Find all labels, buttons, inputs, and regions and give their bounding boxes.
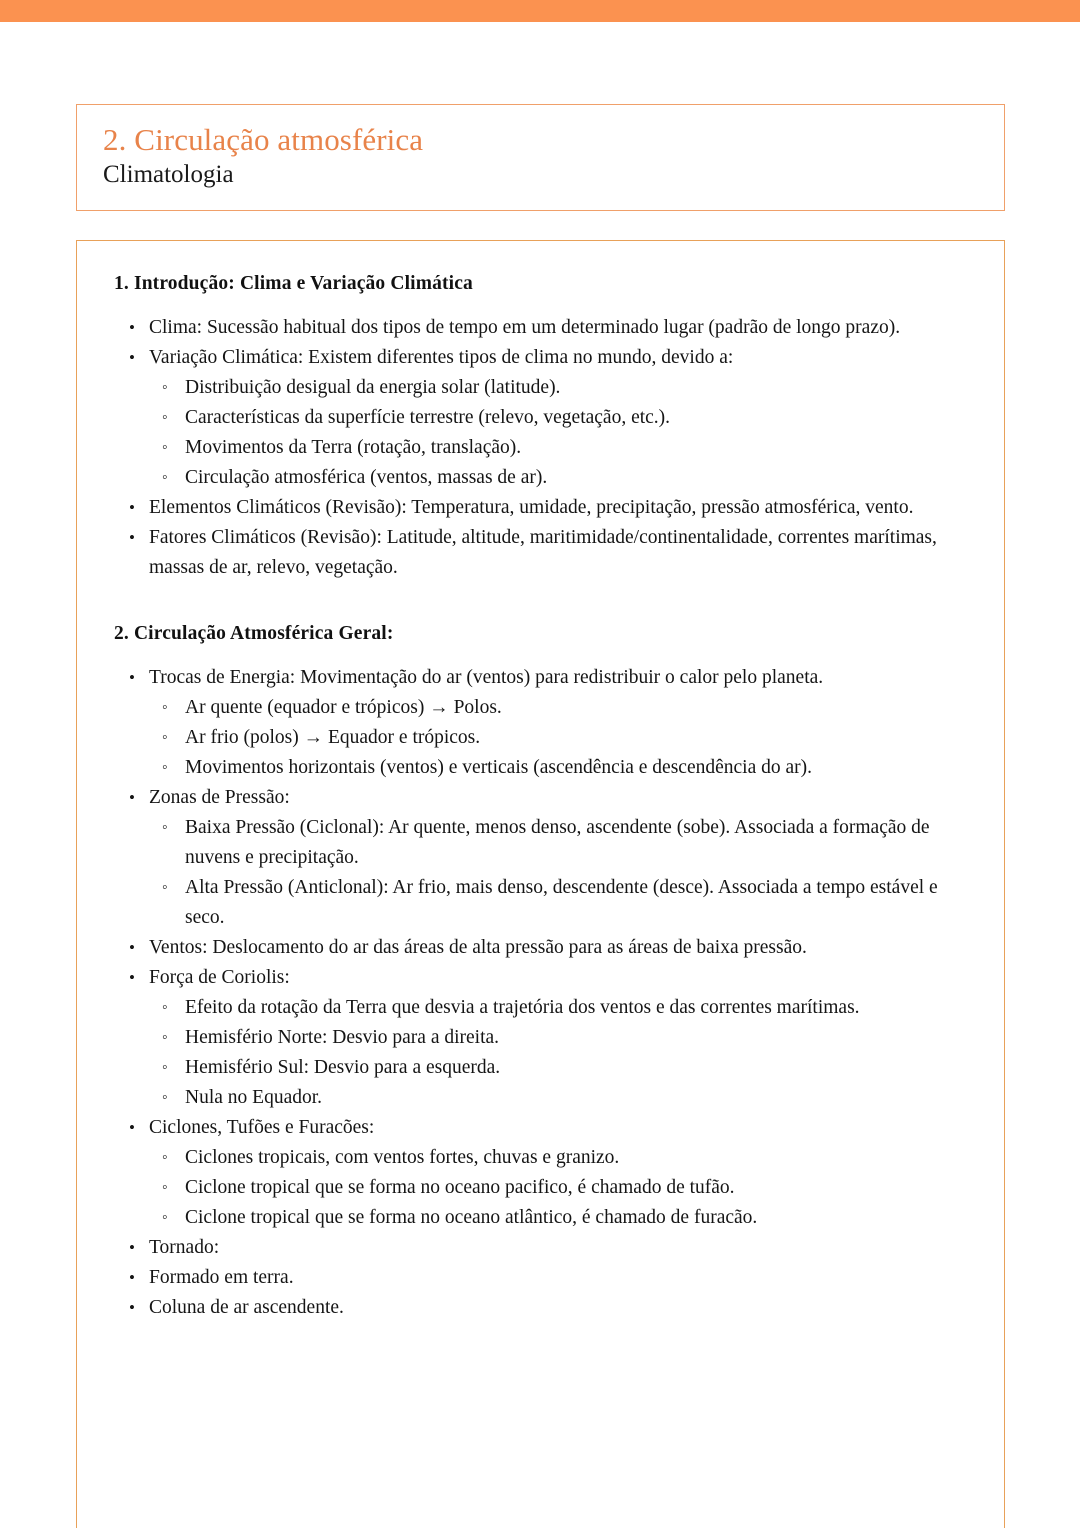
- sub-list-item: ◦ Distribuição desigual da energia solar (latitude).: [149, 373, 970, 403]
- page-subtitle: Climatologia: [103, 160, 234, 188]
- sub-list: [149, 693, 970, 783]
- section-heading-2: 2. Circulação Atmosférica Geral:: [114, 623, 394, 644]
- list-item: [111, 1233, 970, 1263]
- list-item: [111, 1113, 970, 1233]
- list-item-text: • Ciclones, Tufões e Furacões:: [149, 1113, 970, 1143]
- list-item: [111, 663, 970, 783]
- list-item: [111, 343, 970, 493]
- section-heading-1: 1. Introdução: Clima e Variação Climática: [114, 273, 473, 294]
- sub-list-item: ◦ Movimentos da Terra (rotação, translação).: [149, 433, 970, 463]
- list-item-text: • Clima: Sucessão habitual dos tipos de tempo em um determinado lugar (padrão de longo prazo).: [149, 313, 970, 343]
- page-title: 2. Circulação atmosférica: [103, 122, 424, 157]
- content-card: [76, 240, 1005, 1528]
- list-item-text: • Formado em terra.: [149, 1263, 970, 1293]
- sub-list-item: ◦ Características da superfície terrestre (relevo, vegetação, etc.).: [149, 403, 970, 433]
- sub-list-item: ◦ Ciclone tropical que se forma no oceano atlântico, é chamado de furacão.: [149, 1203, 970, 1233]
- section-2-list: [111, 663, 970, 1323]
- list-item-text: • Tornado:: [149, 1233, 970, 1263]
- list-item-text: • Variação Climática: Existem diferentes tipos de clima no mundo, devido a:: [149, 343, 970, 373]
- list-item-text: • Trocas de Energia: Movimentação do ar (ventos) para redistribuir o calor pelo planeta.: [149, 663, 970, 693]
- list-item: [111, 313, 970, 343]
- list-item: [111, 1293, 970, 1323]
- sub-list-item: ◦ Hemisfério Sul: Desvio para a esquerda.: [149, 1053, 970, 1083]
- list-item-text: • Fatores Climáticos (Revisão): Latitude, altitude, maritimidade/continentalidade, correntes marítimas, massas de ar, relevo, vegetação.: [149, 523, 970, 583]
- list-item-text: • Zonas de Pressão:: [149, 783, 970, 813]
- sub-list-item: ◦ Efeito da rotação da Terra que desvia a trajetória dos ventos e das correntes marítimas.: [149, 993, 970, 1023]
- list-item-text: • Elementos Climáticos (Revisão): Temperatura, umidade, precipitação, pressão atmosférica, vento.: [149, 493, 970, 523]
- list-item: [111, 963, 970, 1113]
- sub-list: [149, 813, 970, 933]
- top-accent-bar: [0, 0, 1080, 22]
- list-item: [111, 493, 970, 523]
- sub-list: [149, 373, 970, 493]
- list-item-text: • Força de Coriolis:: [149, 963, 970, 993]
- sub-list-item: ◦ Ar quente (equador e trópicos) → Polos.: [149, 693, 970, 723]
- list-item: [111, 523, 970, 583]
- sub-list-item: ◦ Hemisfério Norte: Desvio para a direita.: [149, 1023, 970, 1053]
- list-item-text: • Coluna de ar ascendente.: [149, 1293, 970, 1323]
- sub-list: [149, 993, 970, 1113]
- sub-list-item: ◦ Movimentos horizontais (ventos) e verticais (ascendência e descendência do ar).: [149, 753, 970, 783]
- sub-list-item: ◦ Alta Pressão (Anticlonal): Ar frio, mais denso, descendente (desce). Associada a tempo estável e seco.: [149, 873, 970, 933]
- list-item: [111, 783, 970, 933]
- section-1-list: [111, 313, 970, 583]
- sub-list-item: ◦ Ciclones tropicais, com ventos fortes, chuvas e granizo.: [149, 1143, 970, 1173]
- sub-list-item: ◦ Circulação atmosférica (ventos, massas de ar).: [149, 463, 970, 493]
- list-item: [111, 933, 970, 963]
- list-item-text: • Ventos: Deslocamento do ar das áreas de alta pressão para as áreas de baixa pressão.: [149, 933, 970, 963]
- title-card: [76, 104, 1005, 211]
- sub-list: [149, 1143, 970, 1233]
- list-item: [111, 1263, 970, 1293]
- sub-list-item: ◦ Ar frio (polos) → Equador e trópicos.: [149, 723, 970, 753]
- sub-list-item: ◦ Ciclone tropical que se forma no oceano pacifico, é chamado de tufão.: [149, 1173, 970, 1203]
- sub-list-item: ◦ Nula no Equador.: [149, 1083, 970, 1113]
- sub-list-item: ◦ Baixa Pressão (Ciclonal): Ar quente, menos denso, ascendente (sobe). Associada a formação de nuvens e precipitação.: [149, 813, 970, 873]
